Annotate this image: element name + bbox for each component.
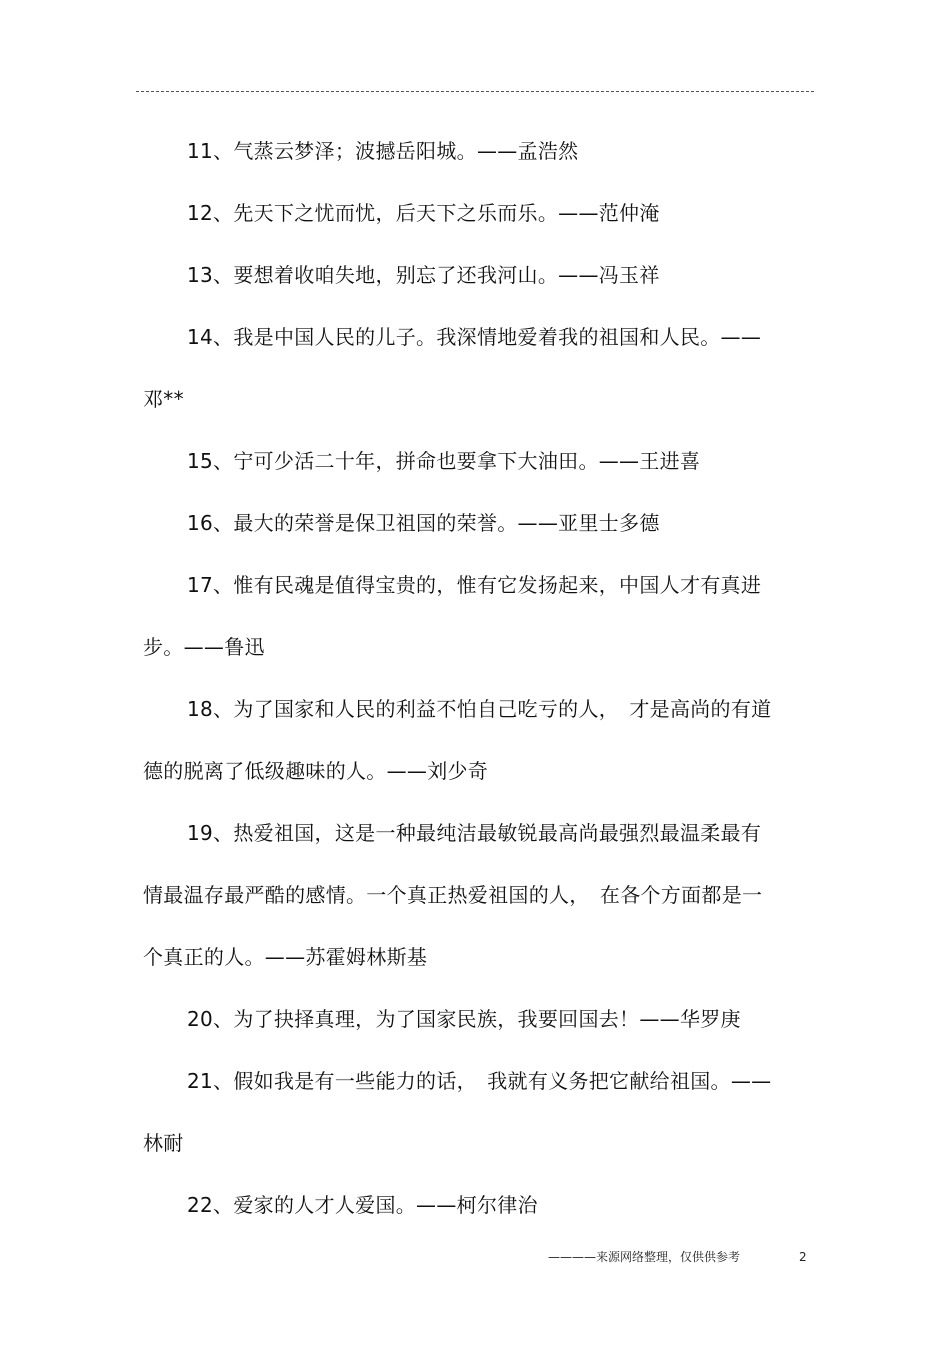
header-divider [136,91,814,92]
quote-line: 15、宁可少活二十年，拼命也要拿下大油田。——王进喜 [187,449,701,473]
quote-line: 21、假如我是有一些能力的话， 我就有义务把它献给祖国。—— [187,1069,772,1093]
quote-line-continuation: 步。——鲁迅 [143,635,265,659]
quote-line: 17、惟有民魂是值得宝贵的，惟有它发扬起来，中国人才有真进 [187,573,762,597]
quote-line-continuation: 个真正的人。——苏霍姆林斯基 [143,945,428,969]
page-footer [0,1247,950,1267]
quote-line: 20、为了抉择真理，为了国家民族，我要回国去！——华罗庚 [187,1007,741,1031]
quote-line: 13、要想着收咱失地，别忘了还我河山。——冯玉祥 [187,263,660,287]
quote-line: 12、先天下之忧而忧，后天下之乐而乐。——范仲淹 [187,201,660,225]
quote-line-continuation: 情最温存最严酷的感情。一个真正热爱祖国的人， 在各个方面都是一 [143,883,763,907]
quote-line: 18、为了国家和人民的利益不怕自己吃亏的人， 才是高尚的有道 [187,697,772,721]
quote-line-continuation: 林耐 [143,1131,184,1155]
page-number: 2 [799,1250,807,1264]
quote-line: 14、我是中国人民的儿子。我深情地爱着我的祖国和人民。—— [187,325,762,349]
quote-line: 22、爱家的人才人爱国。——柯尔律治 [187,1193,538,1217]
quote-line: 19、热爱祖国，这是一种最纯洁最敏锐最高尚最强烈最温柔最有 [187,821,762,845]
footer-source-note: ————来源网络整理，仅供供参考 [548,1250,741,1264]
quote-line-continuation: 德的脱离了低级趣味的人。——刘少奇 [143,759,489,783]
quote-line: 11、气蒸云梦泽；波撼岳阳城。——孟浩然 [187,139,579,163]
quote-line-continuation: 邓** [143,387,184,411]
document-body [143,120,803,1236]
quote-line: 16、最大的荣誉是保卫祖国的荣誉。——亚里士多德 [187,511,660,535]
